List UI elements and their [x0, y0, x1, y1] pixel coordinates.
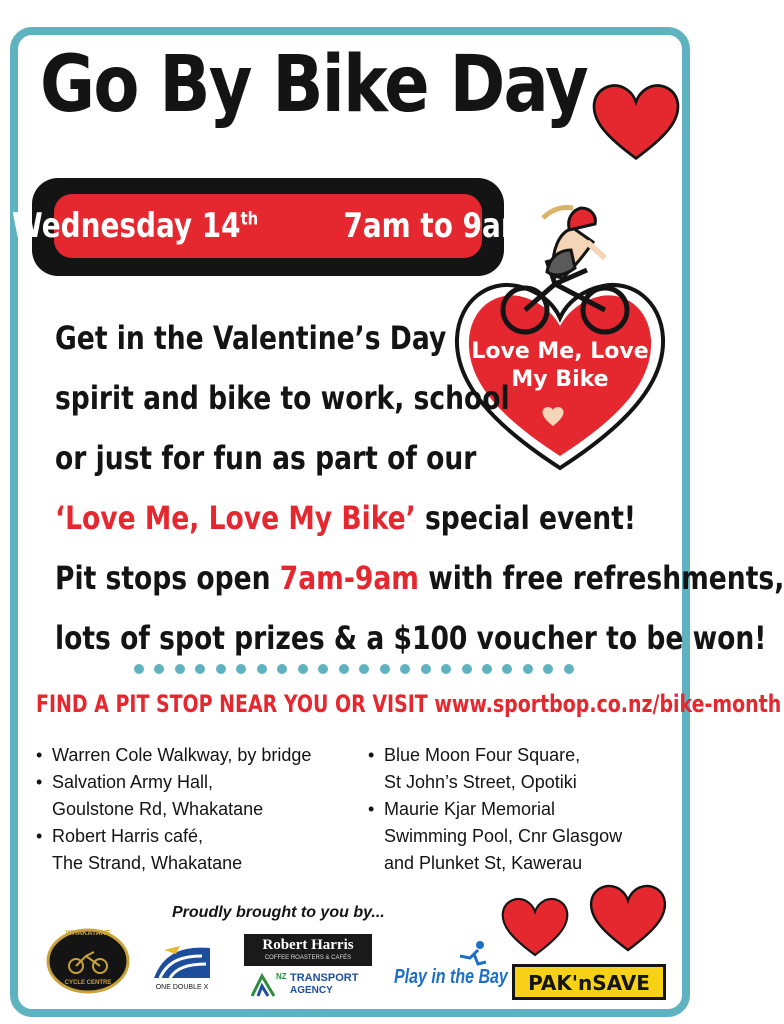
- paknsave-logo: [512, 964, 666, 1000]
- divider-dot: [318, 664, 328, 674]
- location-line: Maurie Kjar Memorial: [384, 799, 556, 819]
- location-item: • Blue Moon Four Square, St John’s Street, Opotiki: [368, 742, 688, 796]
- body-line-3: or just for fun as part of our: [55, 439, 477, 477]
- date-time: 7am to 9am: [343, 206, 531, 246]
- pit-stop-hours: 7am-9am: [279, 559, 419, 597]
- divider-dot: [400, 664, 410, 674]
- location-line: Goulstone Rd, Whakatane: [52, 799, 264, 819]
- divider-dot: [359, 664, 369, 674]
- body-line-1: Get in the Valentine’s Day: [55, 319, 447, 357]
- divider-dot: [380, 664, 390, 674]
- location-line: Swimming Pool, Cnr Glasgow: [384, 826, 623, 846]
- date-banner-inner: [12, 194, 531, 258]
- date-suffix: th: [240, 208, 259, 230]
- divider-dot: [482, 664, 492, 674]
- nzta-main-text: TRANSPORT: [290, 972, 359, 984]
- body-line-5-b: with free refreshments,: [418, 559, 784, 597]
- location-line: Warren Cole Walkway, by bridge: [52, 745, 312, 765]
- robert-harris-subtext: COFFEE ROASTERS & CAFÉS: [264, 955, 352, 961]
- location-line: Salvation Army Hall,: [52, 772, 214, 792]
- divider-dot: [195, 664, 205, 674]
- find-pit-stop-banner: FIND A PIT STOP NEAR YOU OR VISIT www.sportbop.co.nz/bike-month: [36, 690, 782, 718]
- location-item: • Maurie Kjar Memorial Swimming Pool, Cnr Glasgow and Plunket St, Kawerau: [368, 796, 688, 877]
- location-item: • Salvation Army Hall, Goulstone Rd, Whakatane: [36, 769, 366, 823]
- divider-dot: [441, 664, 451, 674]
- location-item: • Robert Harris café, The Strand, Whakatane: [36, 823, 366, 877]
- body-line-2: spirit and bike to work, school: [55, 379, 510, 417]
- divider-dot: [216, 664, 226, 674]
- body-line-5-a: Pit stops open: [55, 559, 280, 597]
- play-in-the-bay-logo: [394, 940, 508, 1002]
- robert-harris-text: Robert Harris: [262, 937, 354, 953]
- date-banner: [12, 178, 531, 276]
- divider-dot: [543, 664, 553, 674]
- date-day: Wednesday 14th: [12, 206, 259, 246]
- body-line-6: lots of spot prizes & a $100 voucher to be won!: [55, 619, 767, 657]
- onedoublex-text: ONE DOUBLE X: [155, 984, 209, 991]
- nzta-nz-text: NZ: [276, 972, 287, 981]
- whakatane-bottom-text: CYCLE CENTRE: [64, 980, 112, 986]
- nz-transport-agency-logo: [250, 972, 368, 1000]
- robert-harris-logo: [244, 934, 372, 966]
- body-line-4: [55, 488, 637, 548]
- poster-title: Go By Bike Day: [40, 40, 588, 130]
- heart-icon: [590, 82, 682, 162]
- locations-right-column: [368, 742, 688, 877]
- nzta-graphic: [250, 972, 276, 998]
- divider-dot: [236, 664, 246, 674]
- sponsor-intro: Proudly brought to you by...: [172, 904, 385, 921]
- onedoublex-logo: [150, 942, 214, 998]
- locations-left-column: [36, 742, 366, 877]
- location-line: Blue Moon Four Square,: [384, 745, 581, 765]
- onedoublex-graphic: [150, 942, 214, 982]
- play-in-the-bay-text: Play in the Bay: [394, 966, 508, 988]
- location-item: • Warren Cole Walkway, by bridge: [36, 742, 366, 769]
- heart-icon: [500, 896, 570, 958]
- divider-dot: [523, 664, 533, 674]
- divider-dot: [134, 664, 144, 674]
- body-line-4-rest: special event!: [415, 499, 637, 537]
- divider-dot: [502, 664, 512, 674]
- divider-dot: [175, 664, 185, 674]
- location-line: The Strand, Whakatane: [52, 853, 243, 873]
- location-line: Robert Harris café,: [52, 826, 204, 846]
- event-name: ‘Love Me, Love My Bike’: [55, 499, 416, 537]
- whakatane-cycle-centre-logo: [46, 928, 130, 994]
- body-text: [55, 308, 784, 668]
- divider-dot: [564, 664, 574, 674]
- body-line-5: [55, 548, 784, 608]
- paknsave-text: PAK'nSAVE: [528, 971, 650, 995]
- location-line: St John’s Street, Opotiki: [384, 772, 577, 792]
- divider-dot: [421, 664, 431, 674]
- divider-dot: [277, 664, 287, 674]
- dotted-divider: [134, 664, 574, 676]
- badge-line-1: Love Me, Love: [471, 339, 649, 364]
- location-line: and Plunket St, Kawerau: [384, 853, 583, 873]
- heart-icon: [588, 882, 668, 954]
- divider-dot: [339, 664, 349, 674]
- divider-dot: [154, 664, 164, 674]
- divider-dot: [298, 664, 308, 674]
- whakatane-top-text: WHAKATANE: [65, 930, 111, 937]
- divider-dot: [257, 664, 267, 674]
- badge-line-2: My Bike: [511, 367, 609, 392]
- nzta-agency-text: AGENCY: [290, 985, 333, 996]
- divider-dot: [462, 664, 472, 674]
